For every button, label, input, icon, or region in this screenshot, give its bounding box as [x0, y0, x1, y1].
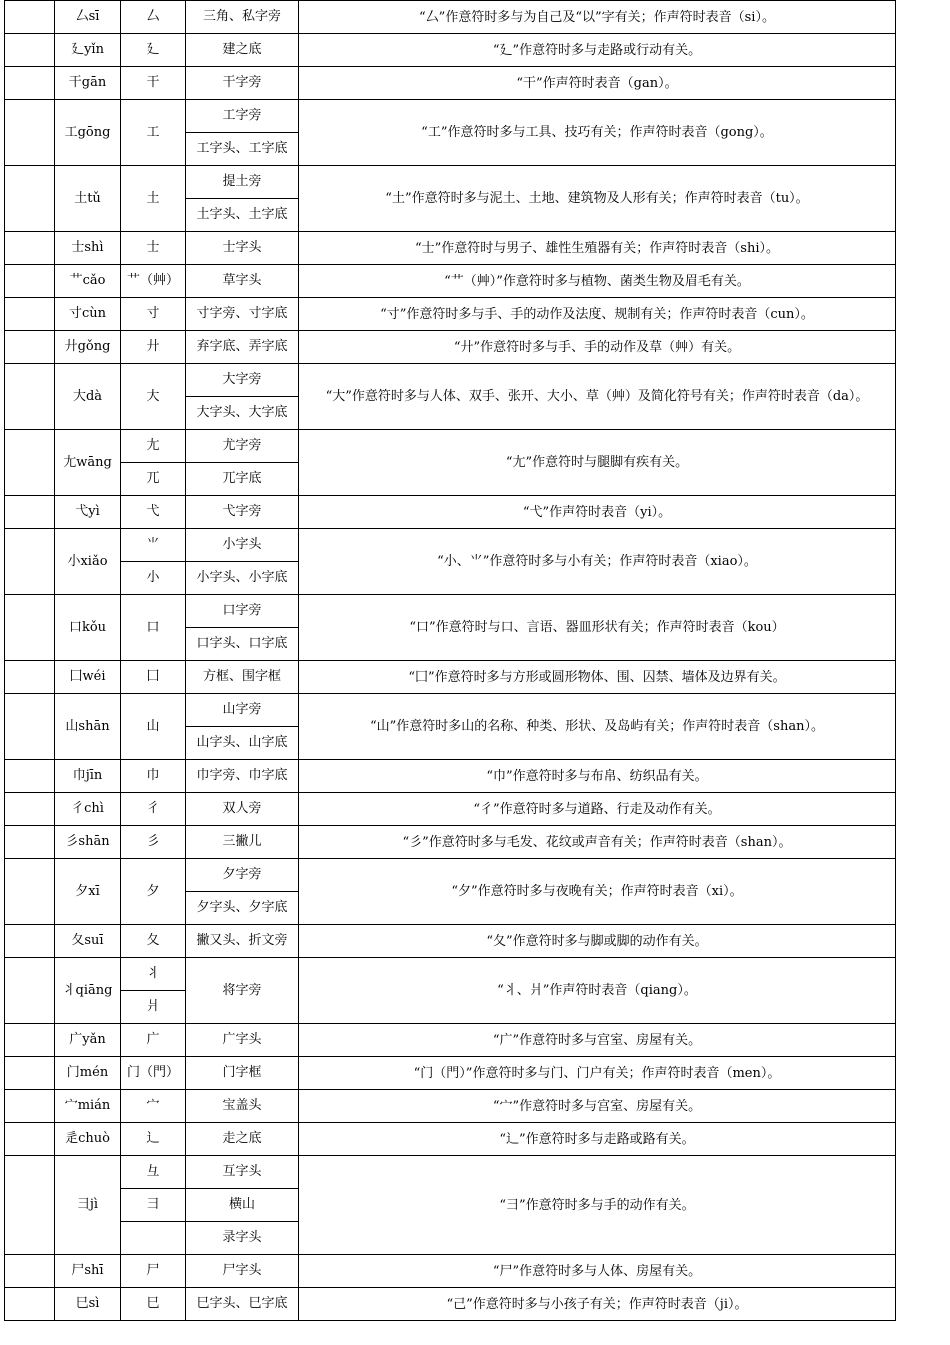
table-row — [5, 958, 896, 991]
name-cell: 夕字旁 — [186, 859, 299, 892]
table-row — [5, 1057, 896, 1090]
radical-cell: 彡shān — [55, 826, 121, 859]
form-cell: 艹（艸） — [121, 265, 186, 298]
radical-cell: 囗wéi — [55, 661, 121, 694]
description-cell: “宀”作意符时多与宫室、房屋有关。 — [299, 1090, 896, 1123]
radical-cell: 彐jì — [55, 1156, 121, 1255]
name-cell: 干字旁 — [186, 67, 299, 100]
name-cell: 尸字头 — [186, 1255, 299, 1288]
table-row — [5, 694, 896, 727]
form-cell: 土 — [121, 166, 186, 232]
description-cell: “干”作声符时表音（gan）。 — [299, 67, 896, 100]
row-gutter-cell — [5, 529, 55, 595]
row-gutter-cell — [5, 958, 55, 1024]
row-gutter-cell — [5, 793, 55, 826]
description-cell: “山”作意符时多山的名称、种类、形状、及岛屿有关；作声符时表音（shan）。 — [299, 694, 896, 760]
table-row — [5, 1255, 896, 1288]
table-row — [5, 298, 896, 331]
description-cell: “门（門）”作意符时多与门、门户有关；作声符时表音（men）。 — [299, 1057, 896, 1090]
name-cell: 三角、私字旁 — [186, 1, 299, 34]
radical-cell: 口kǒu — [55, 595, 121, 661]
name-cell: 草字头 — [186, 265, 299, 298]
row-gutter-cell — [5, 1156, 55, 1255]
radical-cell: 门mén — [55, 1057, 121, 1090]
row-gutter-cell — [5, 298, 55, 331]
name-cell: 广字头 — [186, 1024, 299, 1057]
form-cell: 丬 — [121, 958, 186, 991]
form-cell: 士 — [121, 232, 186, 265]
name-cell: 提土旁 — [186, 166, 299, 199]
description-cell: “夕”作意符时多与夜晚有关；作声符时表音（xi）。 — [299, 859, 896, 925]
description-cell: “士”作意符时与男子、雄性生殖器有关；作声符时表音（shi）。 — [299, 232, 896, 265]
form-cell: 尢 — [121, 430, 186, 463]
form-cell: 囗 — [121, 661, 186, 694]
radical-cell: 工gōng — [55, 100, 121, 166]
table-row — [5, 34, 896, 67]
table-row — [5, 364, 896, 397]
description-cell: “土”作意符时多与泥土、土地、建筑物及人形有关；作声符时表音（tu）。 — [299, 166, 896, 232]
description-cell: “艹（艸）”作意符时多与植物、菌类生物及眉毛有关。 — [299, 265, 896, 298]
table-row — [5, 232, 896, 265]
table-row — [5, 1288, 896, 1321]
radical-cell: 山shān — [55, 694, 121, 760]
form-cell: 寸 — [121, 298, 186, 331]
description-cell: “彳”作意符时多与道路、行走及动作有关。 — [299, 793, 896, 826]
name-cell: 三撇儿 — [186, 826, 299, 859]
name-cell: 山字头、山字底 — [186, 727, 299, 760]
form-cell: 工 — [121, 100, 186, 166]
radical-cell: 艹cǎo — [55, 265, 121, 298]
description-cell: “彐”作意符时多与手的动作有关。 — [299, 1156, 896, 1255]
form-cell: 广 — [121, 1024, 186, 1057]
radical-cell: 厶sī — [55, 1, 121, 34]
row-gutter-cell — [5, 166, 55, 232]
form-cell: 小 — [121, 562, 186, 595]
description-cell: “小、⺌”作意符时多与小有关；作声符时表音（xiao）。 — [299, 529, 896, 595]
form-cell — [121, 1222, 186, 1255]
form-cell: 彑 — [121, 1156, 186, 1189]
radical-table-body — [5, 1, 896, 1321]
description-cell: “丬、爿”作声符时表音（qiang）。 — [299, 958, 896, 1024]
table-row — [5, 826, 896, 859]
radical-cell: 廾gǒng — [55, 331, 121, 364]
row-gutter-cell — [5, 34, 55, 67]
name-cell: 门字框 — [186, 1057, 299, 1090]
radical-cell: 巾jīn — [55, 760, 121, 793]
row-gutter-cell — [5, 1057, 55, 1090]
form-cell: 爿 — [121, 991, 186, 1024]
row-gutter-cell — [5, 1090, 55, 1123]
name-cell: 巳字头、巳字底 — [186, 1288, 299, 1321]
name-cell: 弃字底、弄字底 — [186, 331, 299, 364]
name-cell: 夕字头、夕字底 — [186, 892, 299, 925]
name-cell: 士字头 — [186, 232, 299, 265]
table-row — [5, 529, 896, 562]
radical-cell: 廴yǐn — [55, 34, 121, 67]
row-gutter-cell — [5, 265, 55, 298]
radical-cell: 小xiǎo — [55, 529, 121, 595]
name-cell: 尤字旁 — [186, 430, 299, 463]
table-row — [5, 1024, 896, 1057]
form-cell: 巳 — [121, 1288, 186, 1321]
radical-cell: 巳sì — [55, 1288, 121, 1321]
name-cell: 兀字底 — [186, 463, 299, 496]
description-cell: “口”作意符时与口、言语、器皿形状有关；作声符时表音（kou） — [299, 595, 896, 661]
form-cell: 干 — [121, 67, 186, 100]
form-cell: 弋 — [121, 496, 186, 529]
name-cell: 互字头 — [186, 1156, 299, 1189]
name-cell: 大字旁 — [186, 364, 299, 397]
form-cell: 夕 — [121, 859, 186, 925]
form-cell: 尸 — [121, 1255, 186, 1288]
table-row — [5, 760, 896, 793]
radical-cell: 士shì — [55, 232, 121, 265]
table-row — [5, 1090, 896, 1123]
form-cell: 廴 — [121, 34, 186, 67]
table-row — [5, 67, 896, 100]
form-cell: 口 — [121, 595, 186, 661]
table-row — [5, 1123, 896, 1156]
radical-cell: 宀mián — [55, 1090, 121, 1123]
table-row — [5, 265, 896, 298]
description-cell: “大”作意符时多与人体、双手、张开、大小、草（艸）及简化符号有关；作声符时表音（da）。 — [299, 364, 896, 430]
name-cell: 工字头、工字底 — [186, 133, 299, 166]
radical-cell: 辵chuò — [55, 1123, 121, 1156]
description-cell: “尸”作意符时多与人体、房屋有关。 — [299, 1255, 896, 1288]
name-cell: 撇又头、折文旁 — [186, 925, 299, 958]
table-row — [5, 1156, 896, 1189]
description-cell: “廾”作意符时多与手、手的动作及草（艸）有关。 — [299, 331, 896, 364]
radical-table — [4, 0, 896, 1321]
row-gutter-cell — [5, 1123, 55, 1156]
description-cell: “尢”作意符时与腿脚有疾有关。 — [299, 430, 896, 496]
row-gutter-cell — [5, 67, 55, 100]
radical-cell: 彳chì — [55, 793, 121, 826]
row-gutter-cell — [5, 1255, 55, 1288]
form-cell: 宀 — [121, 1090, 186, 1123]
radical-cell: 寸cùn — [55, 298, 121, 331]
description-cell: “工”作意符时多与工具、技巧有关；作声符时表音（gong）。 — [299, 100, 896, 166]
name-cell: 山字旁 — [186, 694, 299, 727]
radical-cell: 大dà — [55, 364, 121, 430]
row-gutter-cell — [5, 331, 55, 364]
radical-cell: 夂suī — [55, 925, 121, 958]
row-gutter-cell — [5, 1288, 55, 1321]
radical-cell: 丬qiāng — [55, 958, 121, 1024]
name-cell: 方框、围字框 — [186, 661, 299, 694]
name-cell: 口字头、口字底 — [186, 628, 299, 661]
table-row — [5, 430, 896, 463]
description-cell: “廴”作意符时多与走路或行动有关。 — [299, 34, 896, 67]
row-gutter-cell — [5, 1, 55, 34]
form-cell: 巾 — [121, 760, 186, 793]
description-cell: “寸”作意符时多与手、手的动作及法度、规制有关；作声符时表音（cun）。 — [299, 298, 896, 331]
name-cell: 走之底 — [186, 1123, 299, 1156]
form-cell: 廾 — [121, 331, 186, 364]
radical-cell: 广yǎn — [55, 1024, 121, 1057]
table-row — [5, 1, 896, 34]
form-cell: 夂 — [121, 925, 186, 958]
name-cell: 寸字旁、寸字底 — [186, 298, 299, 331]
row-gutter-cell — [5, 595, 55, 661]
name-cell: 录字头 — [186, 1222, 299, 1255]
row-gutter-cell — [5, 364, 55, 430]
name-cell: 小字头 — [186, 529, 299, 562]
form-cell: 厶 — [121, 1, 186, 34]
form-cell: ⺌ — [121, 529, 186, 562]
form-cell: 彐 — [121, 1189, 186, 1222]
description-cell: “广”作意符时多与宫室、房屋有关。 — [299, 1024, 896, 1057]
table-row — [5, 166, 896, 199]
name-cell: 双人旁 — [186, 793, 299, 826]
row-gutter-cell — [5, 232, 55, 265]
row-gutter-cell — [5, 694, 55, 760]
form-cell: 彡 — [121, 826, 186, 859]
table-row — [5, 496, 896, 529]
row-gutter-cell — [5, 925, 55, 958]
name-cell: 横山 — [186, 1189, 299, 1222]
description-cell: “己”作意符时多与小孩子有关；作声符时表音（ji）。 — [299, 1288, 896, 1321]
row-gutter-cell — [5, 100, 55, 166]
description-cell: “夂”作意符时多与脚或脚的动作有关。 — [299, 925, 896, 958]
table-row — [5, 595, 896, 628]
form-cell: 门（門） — [121, 1057, 186, 1090]
name-cell: 将字旁 — [186, 958, 299, 1024]
table-row — [5, 661, 896, 694]
name-cell: 口字旁 — [186, 595, 299, 628]
description-cell: “巾”作意符时多与布帛、纺织品有关。 — [299, 760, 896, 793]
row-gutter-cell — [5, 1024, 55, 1057]
form-cell: 彳 — [121, 793, 186, 826]
form-cell: 辶 — [121, 1123, 186, 1156]
name-cell: 建之底 — [186, 34, 299, 67]
radical-cell: 尢wāng — [55, 430, 121, 496]
name-cell: 土字头、土字底 — [186, 199, 299, 232]
table-row — [5, 793, 896, 826]
radical-cell: 弋yì — [55, 496, 121, 529]
name-cell: 工字旁 — [186, 100, 299, 133]
description-cell: “囗”作意符时多与方形或圆形物体、围、囚禁、墙体及边界有关。 — [299, 661, 896, 694]
form-cell: 大 — [121, 364, 186, 430]
table-row — [5, 859, 896, 892]
table-row — [5, 925, 896, 958]
radical-cell: 土tǔ — [55, 166, 121, 232]
row-gutter-cell — [5, 826, 55, 859]
name-cell: 大字头、大字底 — [186, 397, 299, 430]
row-gutter-cell — [5, 760, 55, 793]
table-row — [5, 100, 896, 133]
row-gutter-cell — [5, 661, 55, 694]
radical-cell: 尸shī — [55, 1255, 121, 1288]
name-cell: 弋字旁 — [186, 496, 299, 529]
description-cell: “弋”作声符时表音（yi）。 — [299, 496, 896, 529]
radical-cell: 夕xī — [55, 859, 121, 925]
description-cell: “彡”作意符时多与毛发、花纹或声音有关；作声符时表音（shan）。 — [299, 826, 896, 859]
table-row — [5, 331, 896, 364]
row-gutter-cell — [5, 430, 55, 496]
description-cell: “辶”作意符时多与走路或路有关。 — [299, 1123, 896, 1156]
name-cell: 小字头、小字底 — [186, 562, 299, 595]
name-cell: 宝盖头 — [186, 1090, 299, 1123]
radical-cell: 干gān — [55, 67, 121, 100]
description-cell: “厶”作意符时多与为自己及“以”字有关；作声符时表音（si）。 — [299, 1, 896, 34]
row-gutter-cell — [5, 496, 55, 529]
form-cell: 山 — [121, 694, 186, 760]
form-cell: 兀 — [121, 463, 186, 496]
row-gutter-cell — [5, 859, 55, 925]
name-cell: 巾字旁、巾字底 — [186, 760, 299, 793]
